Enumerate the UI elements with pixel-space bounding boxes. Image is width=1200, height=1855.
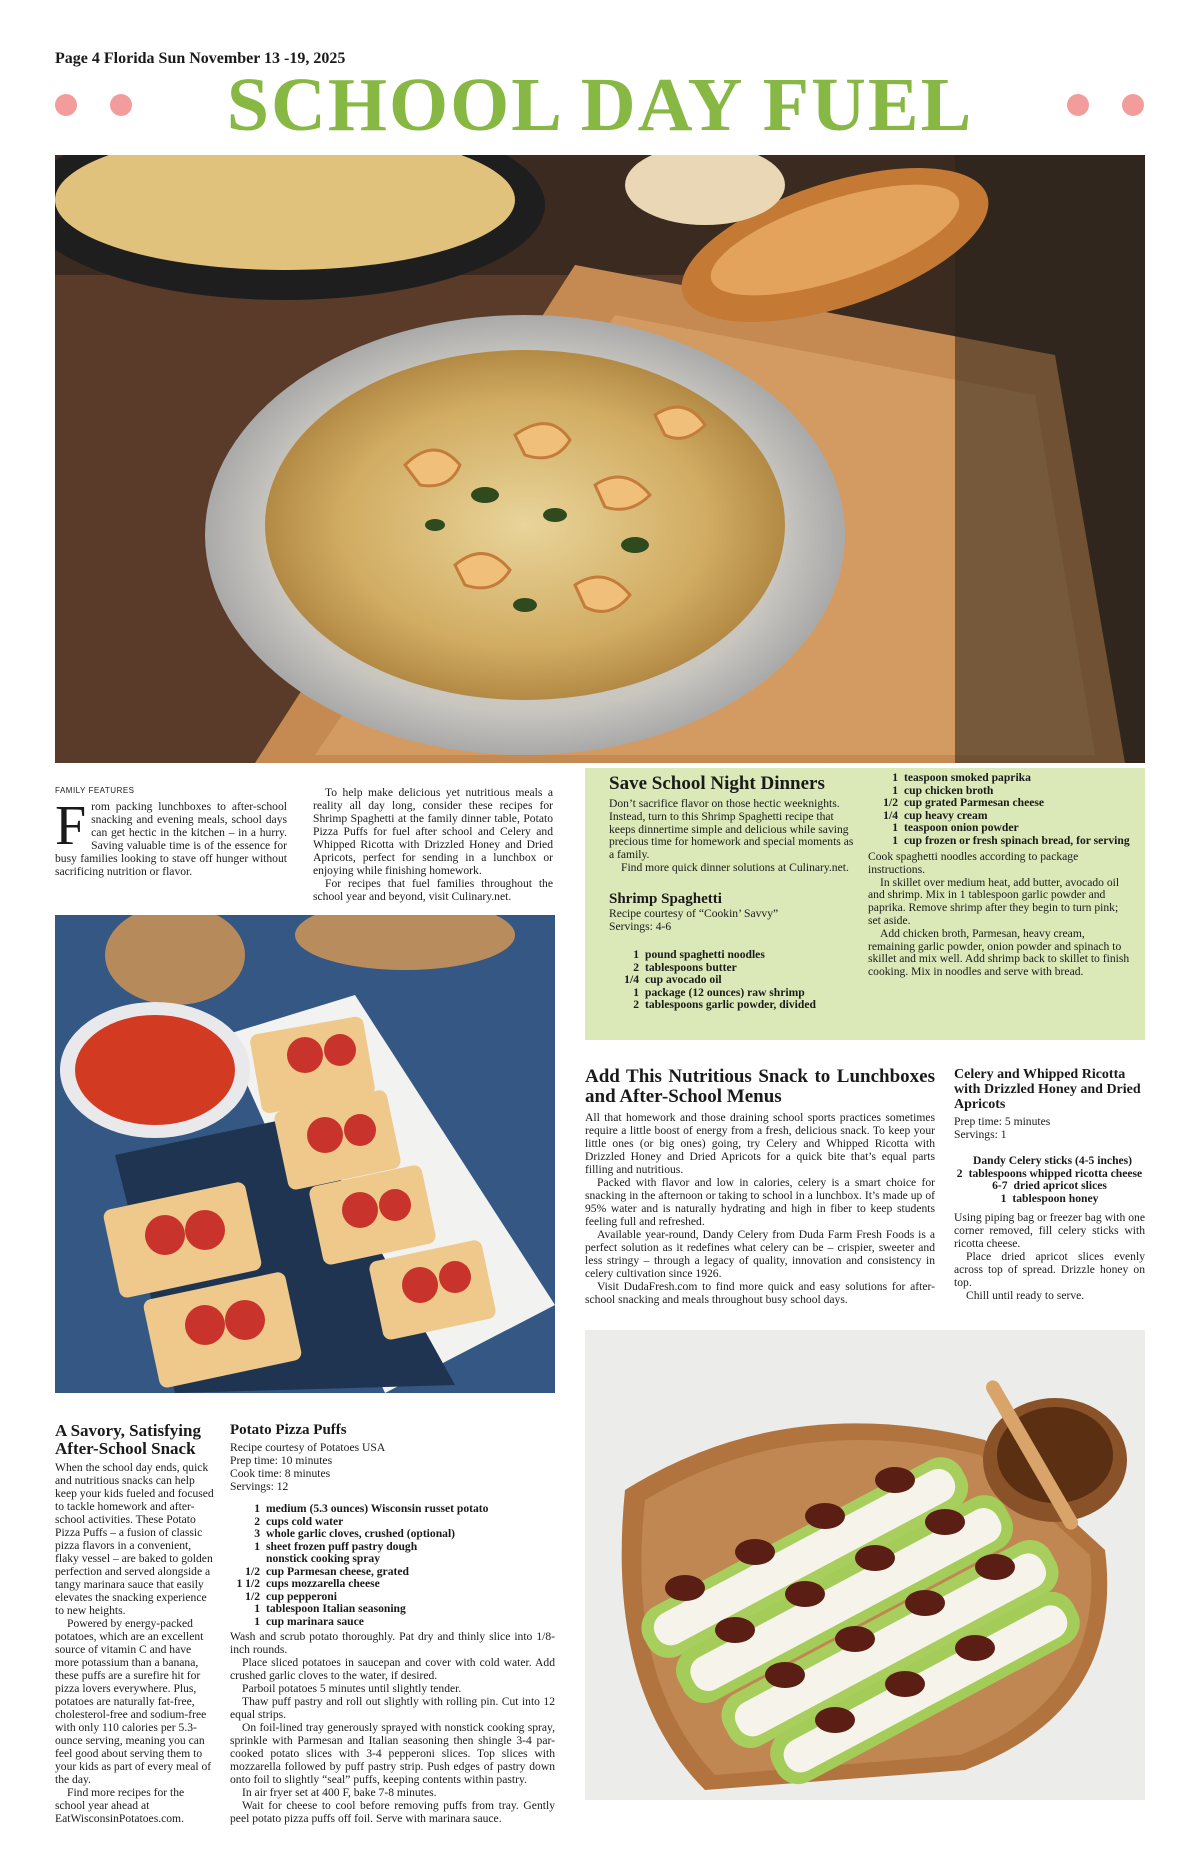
intro-paragraph-1: rom packing lunchboxes to after-school snacking and evening meals, school days can get hectic in the kitchen – in a hurry. Saving valuable time is of the essence for busy families looking to stave off hunger without sacrificing nutrition or flavor.: [55, 800, 287, 878]
ingredient-quantity: 1/4: [883, 808, 898, 822]
page-info: Page 4 Florida Sun November 13 -19, 2025: [55, 50, 346, 67]
ingredient-text: tablespoons whipped ricotta cheese: [968, 1166, 1143, 1180]
recipe-step: Thaw puff pastry and roll out slightly with rolling pin. Cut into 12 equal strips.: [230, 1695, 555, 1721]
potato-article-paragraph-3: Find more recipes for the school year ahead at EatWisconsinPotatoes.com.: [55, 1786, 185, 1825]
potato-servings: Servings: 12: [230, 1480, 289, 1493]
recipe-step: Wash and scrub potato thoroughly. Pat dry and thinly slice into 1/8-inch rounds.: [230, 1630, 555, 1656]
ingredient-item: [230, 1603, 555, 1616]
ingredient-text: cup avocado oil: [645, 973, 722, 987]
potato-article-heading: A Savory, Satisfying After-School Snack: [55, 1421, 201, 1458]
ingredient-quantity: 1 1/2: [236, 1577, 260, 1590]
potato-recipe: [230, 1422, 555, 1825]
ingredient-text: tablespoons garlic powder, divided: [645, 998, 816, 1012]
ingredient-quantity: 6-7: [992, 1179, 1008, 1192]
ingredient-quantity: [230, 1553, 266, 1566]
ingredient-text: medium (5.3 ounces) Wisconsin russet potato: [266, 1502, 489, 1515]
celery-servings: Servings: 1: [954, 1128, 1007, 1141]
ingredient-text: cups cold water: [266, 1514, 344, 1528]
potato-recipe-title: Potato Pizza Puffs: [230, 1422, 347, 1438]
ingredient-quantity: 1: [1000, 1191, 1007, 1205]
drop-cap: F: [55, 795, 87, 857]
ingredient-quantity: 2: [633, 960, 639, 974]
ingredient-quantity: 1/4: [624, 973, 639, 987]
shrimp-find-more: Find more quick dinner solutions at Culinary.net.: [621, 860, 849, 874]
ingredient-text: Dandy Celery sticks (4-5 inches): [972, 1154, 1133, 1167]
shrimp-ingredients-a: [609, 949, 854, 1012]
ingredient-item: [609, 974, 854, 987]
ingredient-item: [868, 822, 1130, 835]
ingredient-item: [230, 1528, 555, 1541]
ingredient-item: [230, 1578, 555, 1591]
recipe-step: Using piping bag or freezer bag with one corner removed, fill celery sticks with ricotta cheese.: [954, 1211, 1145, 1250]
ingredient-quantity: 1: [892, 771, 898, 784]
recipe-step: Place dried apricot slices evenly across top of spread. Drizzle honey on top.: [954, 1250, 1145, 1289]
ingredient-item: [954, 1155, 1145, 1168]
ingredient-quantity: 1: [892, 783, 898, 797]
recipe-step: Parboil potatoes 5 minutes until slightly tender.: [242, 1682, 462, 1695]
ingredient-item: [868, 797, 1130, 810]
potato-steps: [230, 1630, 555, 1825]
shrimp-courtesy: Recipe courtesy of “Cookin’ Savvy”: [609, 906, 779, 920]
ingredient-text: sheet frozen puff pastry dough: [266, 1539, 418, 1553]
ingredient-item: [609, 999, 854, 1012]
ingredient-text: nonstick cooking spray: [266, 1552, 381, 1565]
ingredient-text: tablespoon honey: [1012, 1191, 1099, 1205]
shrimp-steps: [868, 851, 1130, 979]
ingredient-text: cup pepperoni: [266, 1589, 337, 1603]
shrimp-servings: Servings: 4-6: [609, 919, 672, 933]
ingredient-text: package (12 ounces) raw shrimp: [645, 985, 805, 999]
potato-courtesy: Recipe courtesy of Potatoes USA: [230, 1441, 386, 1454]
ingredient-quantity: 1: [633, 948, 639, 962]
ingredient-quantity: 1/2: [245, 1564, 260, 1578]
ingredient-item: [868, 772, 1130, 785]
ingredient-text: pound spaghetti noodles: [645, 948, 765, 962]
celery-article-paragraph-1: All that homework and those draining school sports practices sometimes require a little boost of energy from a fresh, delicious snack. To keep your little ones (or big ones) going, try Celery and Whipped Ricotta with Drizzled Honey and Dried Apricots for a quick bite that’s equal parts filling and nutritious.: [585, 1111, 935, 1176]
shrimp-intro: Don’t sacrifice flavor on those hectic weeknights. Instead, turn to this Shrimp Spaghetti recipe that keeps dinnertime simple and delicious while saving precious time for homework and special moments as a family.: [609, 797, 854, 862]
ingredient-quantity: 1/2: [883, 796, 898, 809]
ingredient-text: teaspoon smoked paprika: [904, 771, 1031, 784]
shrimp-box-right: [868, 772, 1130, 979]
shrimp-recipe-box: [585, 768, 1145, 1040]
ingredient-text: teaspoon onion powder: [904, 821, 1019, 834]
recipe-step: Add chicken broth, Parmesan, heavy cream, remaining garlic powder, onion powder and spinach to skillet and mix well. Add shrimp back to skillet to finish cooking. Mix in noodles and serve with bread.: [868, 926, 1130, 979]
recipe-step: Place sliced potatoes in saucepan and cover with cold water. Add crushed garlic cloves to the water, if desired.: [230, 1656, 555, 1682]
page-title: SCHOOL DAY FUEL: [226, 63, 974, 147]
ingredient-quantity: 2: [254, 1514, 260, 1528]
recipe-step: In air fryer set at 400 F, bake 7-8 minutes.: [242, 1786, 437, 1799]
potato-pizza-puffs-photo: [55, 915, 555, 1393]
intro-paragraph-3: For recipes that fuel families throughout the school year and beyond, visit Culinary.net.: [313, 877, 553, 903]
potato-prep: Prep time: 10 minutes: [230, 1454, 333, 1467]
potato-article-paragraph-1: When the school day ends, quick and nutritious snacks can help keep your kids fueled and focused to tackle homework and after-school activities. These Potato Pizza Puffs – a fusion of classic pizza flavors in a convenient, flaky vessel – are baked to golden perfection and served alongside a tangy marinara sauce that easily elevates the snacking experience to new heights.: [55, 1461, 214, 1617]
ingredient-text: cup marinara sauce: [266, 1614, 364, 1628]
potato-cook: Cook time: 8 minutes: [230, 1467, 331, 1480]
ingredient-quantity: 1: [254, 1502, 260, 1515]
ingredient-text: cup Parmesan cheese, grated: [266, 1564, 409, 1578]
ingredient-text: cup chicken broth: [904, 783, 994, 797]
recipe-step: On foil-lined tray generously sprayed with nonstick cooking spray, sprinkle with Parmesan and Italian seasoning then shingle 3-4 par-cooked potato slices with 3-4 pepperoni slices. Top slices with mozzarella followed by puff pastry strip. Push edges of pastry down onto foil to slightly “seal” puffs, keeping contents within pastry.: [230, 1721, 555, 1786]
shrimp-heading: Save School Night Dinners: [609, 773, 825, 794]
ingredient-item: [868, 835, 1130, 848]
ingredient-quantity: 2: [633, 998, 639, 1012]
intro-paragraph-2: To help make delicious yet nutritious meals a reality all day long, consider these recipes for Shrimp Spaghetti at the family dinner table, Potato Pizza Puffs for fuel after school and Celery and Whipped Ricotta with Drizzled Honey and Dried Apricots, perfect for sending in a lunchbox or enjoying while finishing homework.: [313, 786, 553, 877]
ingredient-item: [230, 1553, 555, 1566]
ingredient-quantity: 3: [254, 1527, 260, 1540]
recipe-step: Wait for cheese to cool before removing puffs from tray. Gently peel potato pizza puffs off foil. Serve with marinara sauce.: [230, 1799, 555, 1825]
ingredient-item: [230, 1503, 555, 1516]
celery-article-paragraph-4: Visit DudaFresh.com to find more quick and easy solutions for after-school snacking and meals throughout busy school days.: [585, 1280, 935, 1306]
ingredient-quantity: 2: [956, 1166, 963, 1180]
potato-article: [55, 1422, 217, 1825]
shrimp-recipe-title: Shrimp Spaghetti: [609, 890, 722, 907]
section-label: FAMILY FEATURES: [55, 786, 135, 795]
ingredient-quantity: 1/2: [245, 1589, 260, 1603]
celery-article-heading: Add This Nutritious Snack to Lunchboxes and After-School Menus: [585, 1066, 935, 1107]
recipe-step: Cook spaghetti noodles according to package instructions.: [868, 850, 1079, 876]
ingredient-item: [609, 949, 854, 962]
ingredient-text: cup frozen or fresh spinach bread, for serving: [904, 833, 1130, 847]
intro-column-1: [55, 795, 287, 878]
ingredient-item: [954, 1180, 1145, 1193]
celery-ingredients: [954, 1155, 1145, 1205]
celery-article: [585, 1067, 935, 1306]
celery-prep: Prep time: 5 minutes: [954, 1115, 1051, 1128]
ingredient-text: dried apricot slices: [1013, 1179, 1107, 1192]
celery-steps: [954, 1211, 1145, 1302]
ingredient-quantity: 1: [892, 821, 898, 834]
potato-article-paragraph-2: Powered by energy-packed potatoes, which are an excellent source of vitamin C and have more potassium than a banana, these puffs are a surefire hit for pizza lovers everywhere. Plus, potatoes are naturally fat-free, cholesterol-free and sodium-free with only 110 calories per 5.3-ounce serving, meaning you can feel good about serving them to your kids as part of every meal of the day.: [55, 1617, 212, 1786]
ingredient-quantity: 1: [254, 1602, 260, 1615]
ingredient-item: [954, 1193, 1145, 1206]
shrimp-spaghetti-photo: [55, 155, 1145, 763]
celery-recipe: [954, 1067, 1145, 1302]
ingredient-quantity: 1: [254, 1614, 260, 1628]
ingredient-quantity: 1: [254, 1539, 260, 1553]
ingredient-text: whole garlic cloves, crushed (optional): [266, 1527, 456, 1540]
ingredient-text: tablespoons butter: [645, 960, 737, 974]
ingredient-text: cup grated Parmesan cheese: [904, 796, 1045, 809]
potato-ingredients: [230, 1503, 555, 1628]
recipe-step: Chill until ready to serve.: [966, 1289, 1085, 1302]
shrimp-box-left: [609, 774, 854, 1020]
ingredient-quantity: 1: [633, 985, 639, 999]
shrimp-ingredients-b: [868, 772, 1130, 847]
intro-column-2: [313, 786, 553, 903]
celery-ricotta-photo: [585, 1330, 1145, 1800]
ingredient-item: [230, 1616, 555, 1629]
celery-article-paragraph-3: Available year-round, Dandy Celery from Duda Farm Fresh Foods is a perfect solution as it redefines what celery can be – crispier, sweeter and less stringy – through a legacy of quality, innovation and consistency in celery cultivation since 1926.: [585, 1228, 935, 1280]
ingredient-text: cup heavy cream: [904, 808, 988, 822]
ingredient-text: cups mozzarella cheese: [266, 1577, 380, 1590]
celery-recipe-title: Celery and Whipped Ricotta with Drizzled Honey and Dried Apricots: [954, 1067, 1141, 1112]
ingredient-text: tablespoon Italian seasoning: [266, 1602, 406, 1615]
celery-article-paragraph-2: Packed with flavor and low in calories, celery is a smart choice for snacking in the afternoon or taking to school in a lunchbox. It’s made up of 95% water and is naturally hydrating and high in fiber to keep students feeling full and refreshed.: [585, 1176, 935, 1228]
ingredient-quantity: 1: [892, 833, 898, 847]
recipe-step: In skillet over medium heat, add butter, avocado oil and shrimp. Mix in 1 tablespoon garlic powder and paprika. Remove shrimp after they begin to turn pink; set aside.: [868, 875, 1120, 927]
